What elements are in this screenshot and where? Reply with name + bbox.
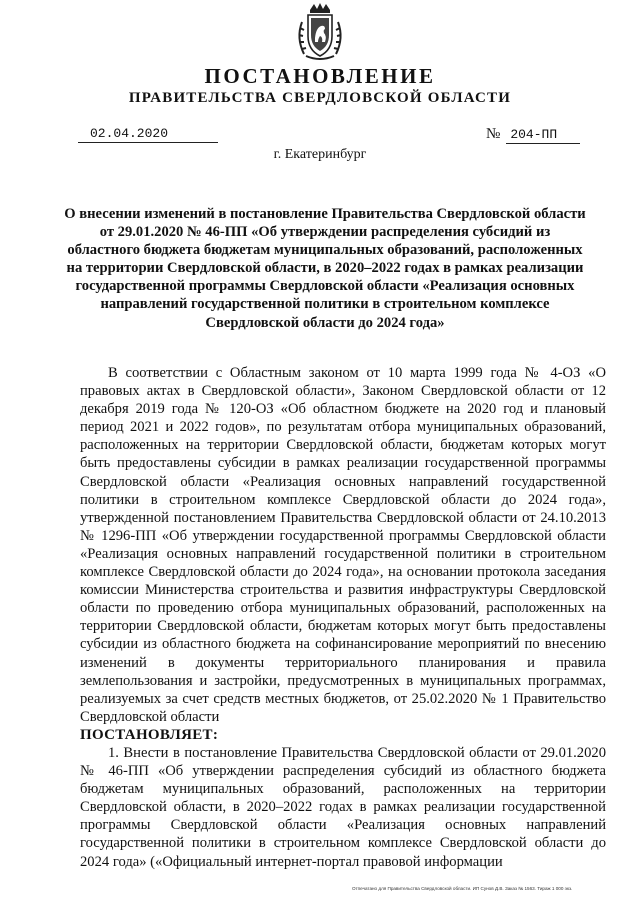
document-subtitle: ПРАВИТЕЛЬСТВА СВЕРДЛОВСКОЙ ОБЛАСТИ — [128, 90, 512, 106]
item-1-paragraph: 1. Внести в постановление Правительства Свердловской области от 29.01.2020 № 46-ПП «Об утверждении распределения субсидий из областного бюджета бюджетам муниципальных образований, расположенных на территории Свердловской области, в 2020–2022 годах в рамках реализации государственной программы Свердловской области «Реализация основных направлений государственной политики в строительном комплексе Свердловской области до 2024 года» («Официальный интернет-портал правовой информации — [80, 744, 606, 870]
document-title: ПОСТАНОВЛЕНИЕ — [204, 64, 436, 88]
coat-of-arms-icon — [294, 2, 346, 62]
print-footer: Отпечатано для Правительства Свердловской области. ИП Сунов Д.В. Заказ № 1563. Тираж 1 000 экз. — [352, 886, 573, 891]
document-body — [80, 364, 606, 871]
preamble-paragraph: В соответствии с Областным законом от 10 марта 1999 года № 4-ОЗ «О правовых актах в Свердловской области», Законом Свердловской области от 12 декабря 2019 года № 120-ОЗ «Об областном бюджете на 2020 год и плановый период 2021 и 2022 годов», по результатам отбора муниципальных образований, расположенных на территории Свердловской области, бюджетам которых могут быть предоставлены субсидии в рамках реализации государственной программы Свердловской области «Реализация основных направлений государственной политики в строительном комплексе Свердловской области до 2024 года», утвержденной постановлением Правительства Свердловской области от 24.10.2013 № 1296-ПП «Об утверждении государственной программы Свердловской области «Реализация основных направлений государственной политики в строительном комплексе Свердловской области до 2024 года», на основании протокола заседания комиссии Министерства строительства и развития инфраструктуры Свердловской области по проведению отбора муниципальных образований, расположенных на территории Свердловской области, бюджетам которых могут быть предоставлены субсидии из областного бюджета на софинансирование мероприятий по внесению изменений в документы территориального планирования и правила землепользования и застройки, предусмотренных в муниципальных программах, реализуемых за счет средств местных бюджетов, от 25.02.2020 № 1 Правительство Свердловской области — [80, 365, 606, 725]
document-number — [486, 126, 580, 144]
number-value: 204-ПП — [506, 127, 580, 144]
document-city: г. Екатеринбург — [273, 147, 367, 162]
document-heading: О внесении изменений в постановление Правительства Свердловской области от 29.01.2020 № 46-ПП «Об утверждении распределения субсидий из областного бюджета бюджетам муниципальных образований, расположенных на территории Свердловской области, в 2020–2022 годах в рамках реализации государственной программы Свердловской области «Реализация основных направлений государственной политики в строительном комплексе Свердловской области до 2024 года» — [64, 206, 586, 331]
number-sign: № — [486, 126, 501, 142]
document-date: 02.04.2020 — [78, 126, 218, 143]
decree-word: ПОСТАНОВЛЯЕТ: — [80, 726, 219, 743]
